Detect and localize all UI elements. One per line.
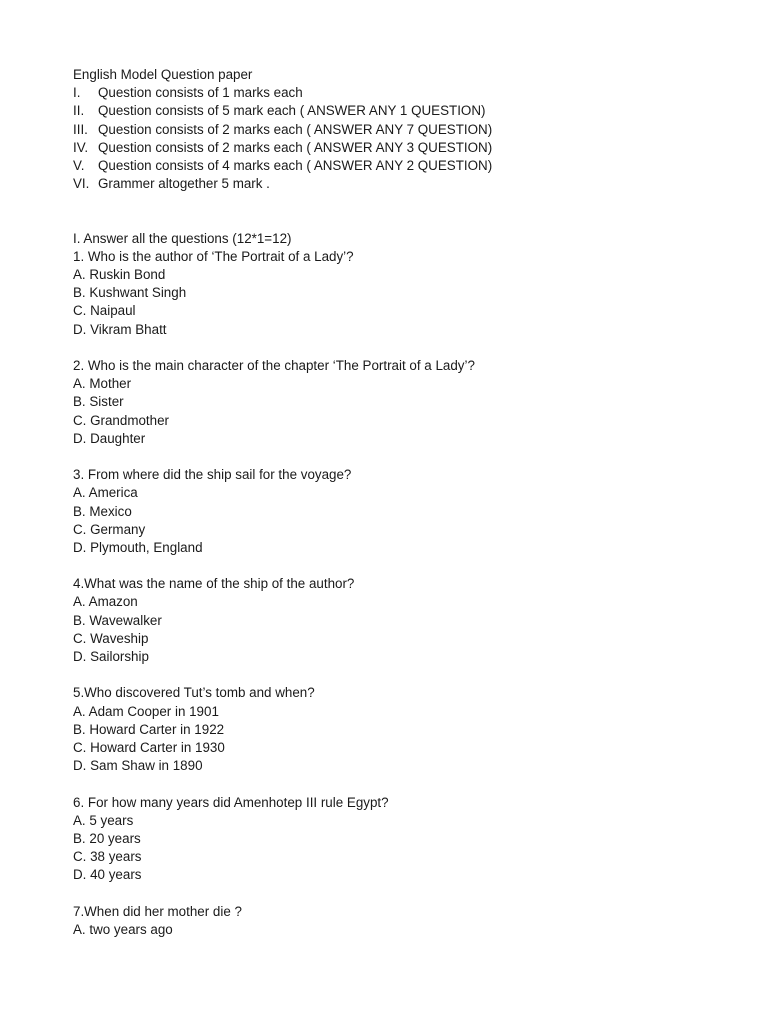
spacer (73, 339, 713, 357)
answer-option: D. 40 years (73, 867, 142, 883)
question-text: 2. Who is the main character of the chapter ‘The Portrait of a Lady’? (73, 358, 475, 374)
answer-option: B. Howard Carter in 1922 (73, 721, 225, 737)
instructions-list (73, 84, 713, 193)
answer-option: A. two years ago (73, 921, 173, 937)
document-title: English Model Question paper (73, 67, 253, 82)
answer-option: C. Howard Carter in 1930 (73, 739, 225, 755)
spacer (73, 666, 713, 684)
instruction-number: VI. (73, 176, 90, 192)
spacer (73, 193, 713, 229)
spacer (73, 775, 713, 793)
answer-option: D. Sailorship (73, 649, 149, 665)
answer-option: A. America (73, 485, 138, 501)
question-text: 1. Who is the author of ‘The Portrait of a Lady’? (73, 248, 354, 264)
spacer (73, 557, 713, 575)
answer-option: B. Wavewalker (73, 612, 162, 628)
answer-option: B. Mexico (73, 503, 132, 519)
instruction-text: Grammer altogether 5 mark . (98, 176, 270, 192)
question-block (73, 903, 713, 939)
answer-option: D. Plymouth, England (73, 539, 203, 555)
answer-option: B. Kushwant Singh (73, 285, 187, 301)
answer-option: A. Adam Cooper in 1901 (73, 703, 219, 719)
answer-option: A. Amazon (73, 594, 138, 610)
answer-option: B. 20 years (73, 830, 141, 846)
question-block (73, 357, 713, 448)
instruction-text: Question consists of 1 marks each (98, 85, 303, 101)
question-block (73, 248, 713, 339)
instruction-item (73, 121, 713, 139)
answer-option: D. Sam Shaw in 1890 (73, 758, 203, 774)
question-block (73, 575, 713, 666)
answer-option: C. Waveship (73, 630, 149, 646)
question-text: 3. From where did the ship sail for the voyage? (73, 467, 352, 483)
instruction-text: Question consists of 5 mark each ( ANSWER ANY 1 QUESTION) (98, 103, 486, 119)
instruction-number: II. (73, 103, 85, 119)
answer-option: C. Naipaul (73, 303, 136, 319)
instruction-item (73, 175, 713, 193)
question-paper-page (73, 66, 713, 939)
answer-option: D. Vikram Bhatt (73, 321, 167, 337)
section-heading: I. Answer all the questions (12*1=12) (73, 230, 292, 246)
spacer (73, 448, 713, 466)
answer-option: A. Mother (73, 376, 132, 392)
answer-option: A. 5 years (73, 812, 134, 828)
answer-option: C. Germany (73, 521, 146, 537)
question-text: 4.What was the name of the ship of the author? (73, 576, 355, 592)
instruction-text: Question consists of 4 marks each ( ANSWER ANY 2 QUESTION) (98, 157, 493, 173)
question-block (73, 466, 713, 557)
instruction-item (73, 84, 713, 102)
question-text: 6. For how many years did Amenhotep III rule Egypt? (73, 794, 389, 810)
question-text: 5.Who discovered Tut’s tomb and when? (73, 685, 315, 701)
answer-option: C. 38 years (73, 849, 142, 865)
answer-option: D. Daughter (73, 430, 146, 446)
instruction-text: Question consists of 2 marks each ( ANSWER ANY 7 QUESTION) (98, 121, 493, 137)
instruction-item (73, 139, 713, 157)
instruction-text: Question consists of 2 marks each ( ANSWER ANY 3 QUESTION) (98, 139, 493, 155)
instruction-item (73, 157, 713, 175)
spacer (73, 884, 713, 902)
answer-option: C. Grandmother (73, 412, 170, 428)
answer-option: B. Sister (73, 394, 124, 410)
instruction-item (73, 102, 713, 120)
instruction-number: III. (73, 121, 88, 137)
question-block (73, 794, 713, 885)
instruction-number: I. (73, 85, 81, 101)
question-block (73, 684, 713, 775)
instruction-number: V. (73, 157, 85, 173)
answer-option: A. Ruskin Bond (73, 267, 166, 283)
question-text: 7.When did her mother die ? (73, 903, 242, 919)
instruction-number: IV. (73, 139, 89, 155)
